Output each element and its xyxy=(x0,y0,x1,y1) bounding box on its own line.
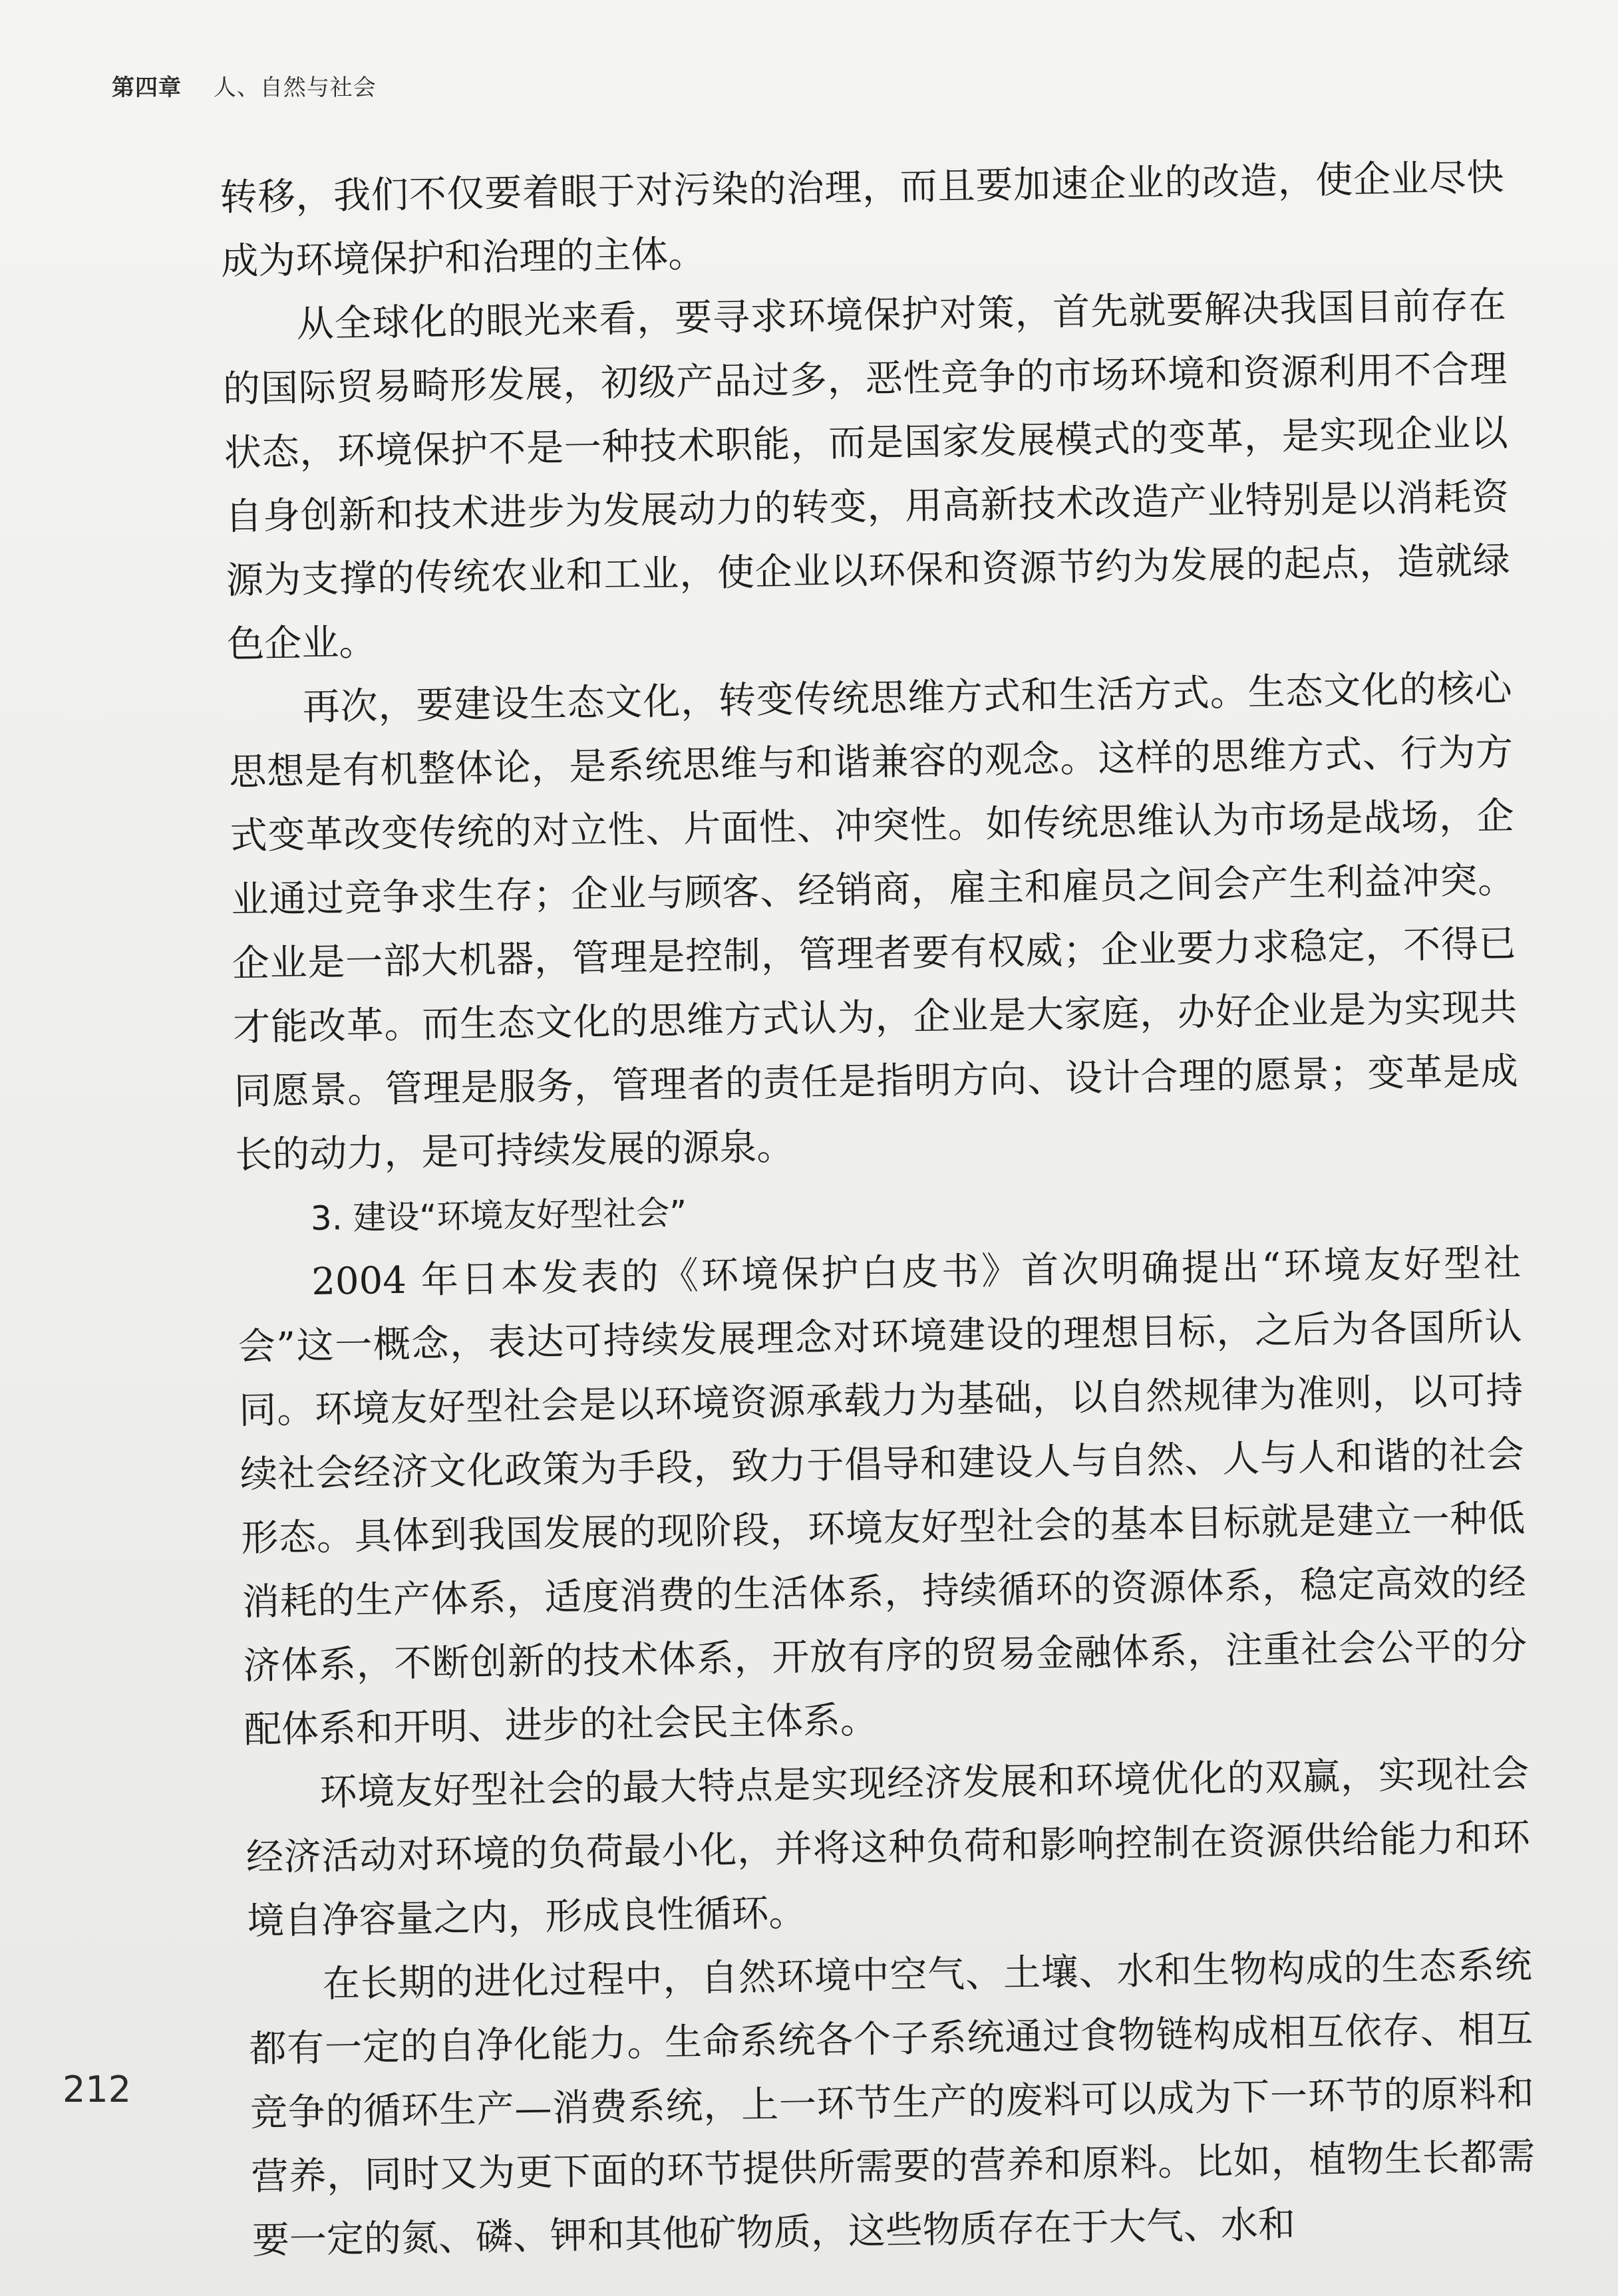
chapter-number: 第四章 xyxy=(112,74,182,101)
paragraph: 再次，要建设生态文化，转变传统思维方式和生活方式。生态文化的核心思想是有机整体论，是系统思维与和谐兼容的观念。这样的思维方式、行为方式变革改变传统的对立性、片面性、冲突性。如传统思维认为市场是战场，企业通过竞争求生存；企业与顾客、经销商，雇主和雇员之间会产生利益冲突。企业是一部大机器，管理是控制，管理者要有权威；企业要力求稳定，不得已才能改革。而生态文化的思维方式认为，企业是大家庭，办好企业是为实现共同愿景。管理是服务，管理者的责任是指明方向、设计合理的愿景；变革是成长的动力，是可持续发展的源泉。 xyxy=(228,666,1519,1177)
paragraph: 2004 年日本发表的《环境保护白皮书》首次明确提出“环境友好型社会”这一概念，表达可持续发展理念对环境建设的理想目标，之后为各国所认同。环境友好型社会是以环境资源承载力为基础，以自然规律为准则，以可持续社会经济文化政策为手段，致力于倡导和建设人与自然、人与人和谐的社会形态。具体到我国发展的现阶段，环境友好型社会的基本目标就是建立一种低消耗的生产体系，适度消费的生活体系，持续循环的资源体系，稳定高效的经济体系，不断创新的技术体系，开放有序的贸易金融体系，注重社会公平的分配体系和开明、进步的社会民主体系。 xyxy=(238,1241,1528,1752)
paragraph-continuation: 转移，我们不仅要着眼于对污染的治理，而且要加速企业的改造，使企业尽快成为环境保护和治理的主体。 xyxy=(220,156,1505,283)
paragraph: 在长期的进化过程中，自然环境中空气、土壤、水和生物构成的生态系统都有一定的自净化能力。生命系统各个子系统通过食物链构成相互依存、相互竞争的循环生产—消费系统，上一环节生产的废料可以成为下一环节的原料和营养，同时又为更下面的环节提供所需要的营养和原料。比如，植物生长都需要一定的氮、磷、钾和其他矿物质，这些物质存在于大气、水和 xyxy=(248,1943,1536,2263)
page-number: 212 xyxy=(63,2069,132,2110)
running-head xyxy=(112,69,377,102)
chapter-title: 人、自然与社会 xyxy=(213,74,377,101)
paragraph: 环境友好型社会的最大特点是实现经济发展和环境优化的双赢，实现社会经济活动对环境的负荷最小化，并将这种负荷和影响控制在资源供给能力和环境自净容量之内，形成良性循环。 xyxy=(245,1752,1531,1943)
paragraph: 从全球化的眼光来看，要寻求环境保护对策，首先就要解决我国目前存在的国际贸易畸形发展，初级产品过多，恶性竞争的市场环境和资源利用不合理状态，环境保护不是一种技术职能，而是国家发展模式的变革，是实现企业以自身创新和技术进步为发展动力的转变，用高新技术改造产业特别是以消耗资源为支撑的传统农业和工业，使企业以环保和资源节约为发展的起点，造就绿色企业。 xyxy=(222,283,1511,666)
section-heading: 3. 建设“环境友好型社会” xyxy=(310,1193,687,1238)
body-text xyxy=(220,146,1537,2273)
